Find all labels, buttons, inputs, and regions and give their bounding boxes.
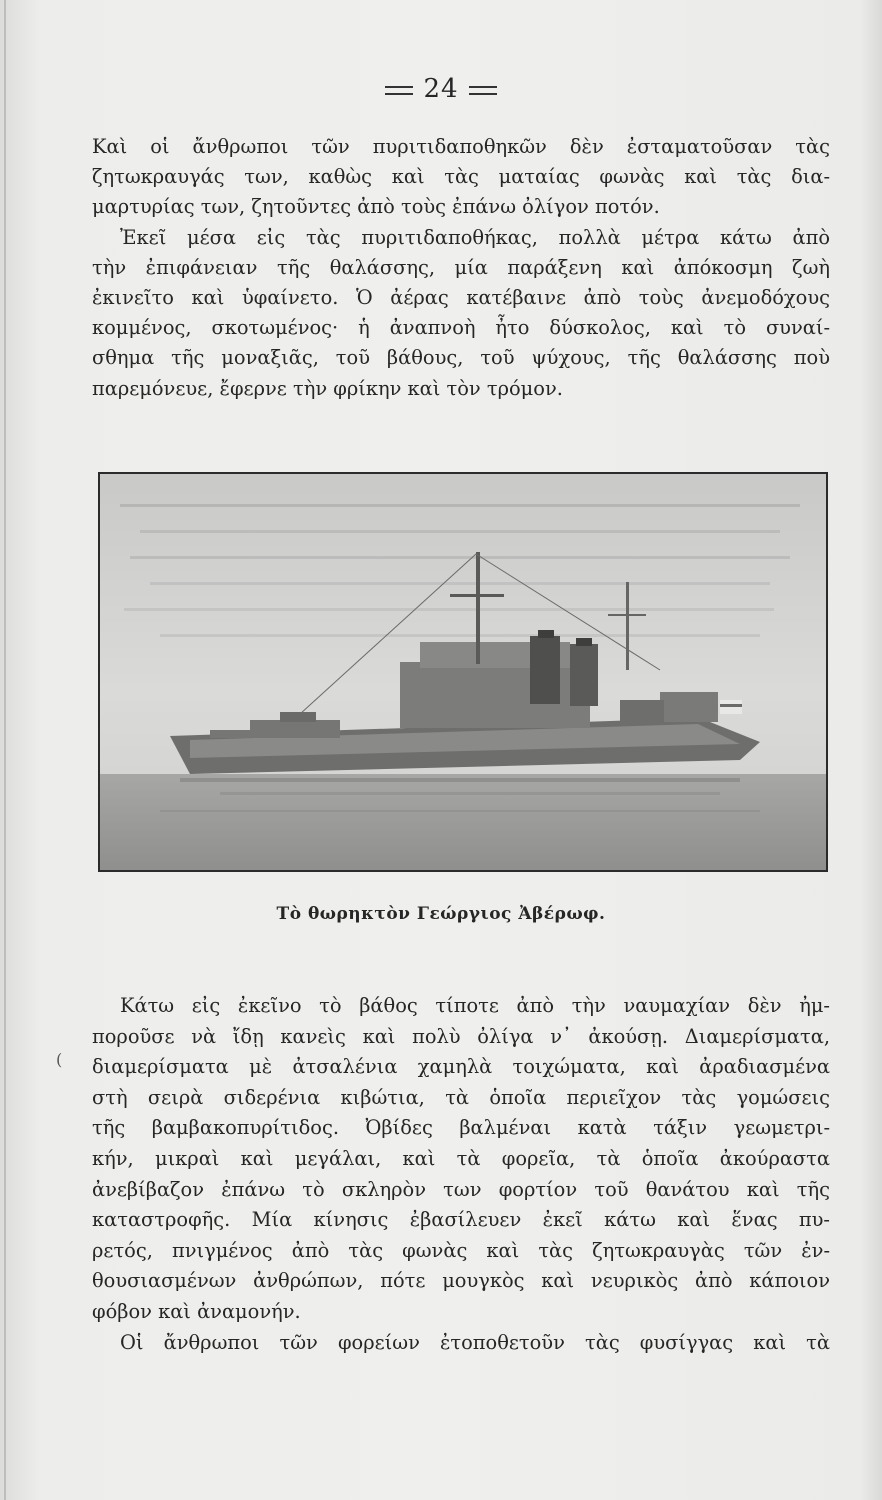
text-line: σθημα τῆς μοναξιᾶς, τοῦ βάθους, τοῦ ψύχους, τῆς θαλάσσης ποὺ — [92, 346, 830, 370]
paragraph-block-top — [92, 132, 830, 404]
page-number — [0, 74, 882, 104]
text-line: μαρτυρίας των, ζητοῦντες ἀπὸ τοὺς ἐπάνω ὀλίγον ποτόν. — [92, 195, 660, 219]
text-line: ἐκινεῖτο καὶ ὑφαίνετο. Ὁ ἀέρας κατέβαινε ἀπὸ τοὺς ἀνεμοδόχους — [92, 285, 830, 309]
text-line: θουσιασμένων ἀνθρώπων, πότε μουγκὸς καὶ νευρικὸς ἀπὸ κάποιον — [92, 1269, 830, 1293]
text-line: Οἱ ἄνθρωποι τῶν φορείων ἐτοποθετοῦν τὰς φυσίγγας καὶ τὰ — [120, 1330, 830, 1354]
text-line: παρεμόνευε, ἔφερνε τὴν φρίκην καὶ τὸν τρόμον. — [92, 376, 563, 400]
text-line: ἀνεβίβαζον ἐπάνω τὸ σκληρὸν των φορτίον τοῦ θανάτου καὶ τῆς — [92, 1177, 830, 1201]
page-number-text: 24 — [423, 74, 459, 104]
text-line: καταστροφῆς. Μία κίνησις ἐβασίλευεν ἐκεῖ κάτω καὶ ἕνας πυ- — [92, 1208, 830, 1232]
page-edge — [4, 0, 6, 1500]
battleship-photo-image — [100, 474, 826, 870]
text-line: Ἐκεῖ μέσα εἰς τὰς πυριτιδαποθήκας, πολλὰ μέτρα κάτω ἀπὸ — [120, 225, 830, 249]
text-line: στὴ σειρὰ σιδερένια κιβώτια, τὰ ὁποῖα περιεῖχον τὰς γομώσεις — [92, 1085, 830, 1109]
photo-sea — [100, 774, 826, 870]
text-line: κήν, μικραὶ καὶ μεγάλαι, καὶ τὰ φορεῖα, τὰ ὁποῖα ἀκούραστα — [92, 1146, 830, 1170]
text-line: διαμερίσματα μὲ ἀτσαλένια χαμηλὰ τοιχώματα, καὶ ἀραδιασμένα — [92, 1055, 830, 1079]
text-line: τῆς βαμβακοπυρίτιδος. Ὀβίδες βαλμέναι κατὰ τάξιν γεωμετρι- — [92, 1116, 830, 1140]
text-line: Κάτω εἰς ἐκεῖνο τὸ βάθος τίποτε ἀπὸ τὴν ναυμαχίαν δὲν ἠμ- — [120, 994, 830, 1017]
text-line: ποροῦσε νὰ ἴδῃ κανεὶς καὶ πολὺ ὀλίγα ν᾽ ἀκούσῃ. Διαμερίσματα, — [92, 1024, 830, 1048]
text-line: φόβον καὶ ἀναμονήν. — [92, 1299, 301, 1323]
page-number-left-rule — [385, 86, 413, 95]
page-number-right-rule — [469, 86, 497, 95]
figure-caption: Τὸ θωρηκτὸν Γεώργιος Ἀβέρωφ. — [276, 904, 606, 924]
text-line: Καὶ οἱ ἄνθρωποι τῶν πυριτιδαποθηκῶν δὲν ἐσταματοῦσαν τὰς — [92, 135, 830, 158]
margin-mark: ( — [56, 1050, 63, 1069]
text-line: ρετός, πνιγμένος ἀπὸ τὰς φωνὰς καὶ τὰς ζητωκραυγὰς τῶν ἐν- — [92, 1238, 830, 1262]
text-line: κομμένος, σκοτωμένος· ἡ ἀναπνοὴ ἦτο δύσκολος, καὶ τὸ συναί- — [92, 316, 830, 340]
battleship-photo — [98, 472, 828, 872]
text-line: ζητωκραυγάς των, καθὼς καὶ τὰς ματαίας φωνὰς καὶ τὰς δια- — [92, 165, 830, 189]
paragraph-block-bottom — [92, 991, 830, 1358]
text-line: τὴν ἐπιφάνειαν τῆς θαλάσσης, μία παράξενη καὶ ἀπόκοσμη ζωὴ — [92, 255, 830, 279]
